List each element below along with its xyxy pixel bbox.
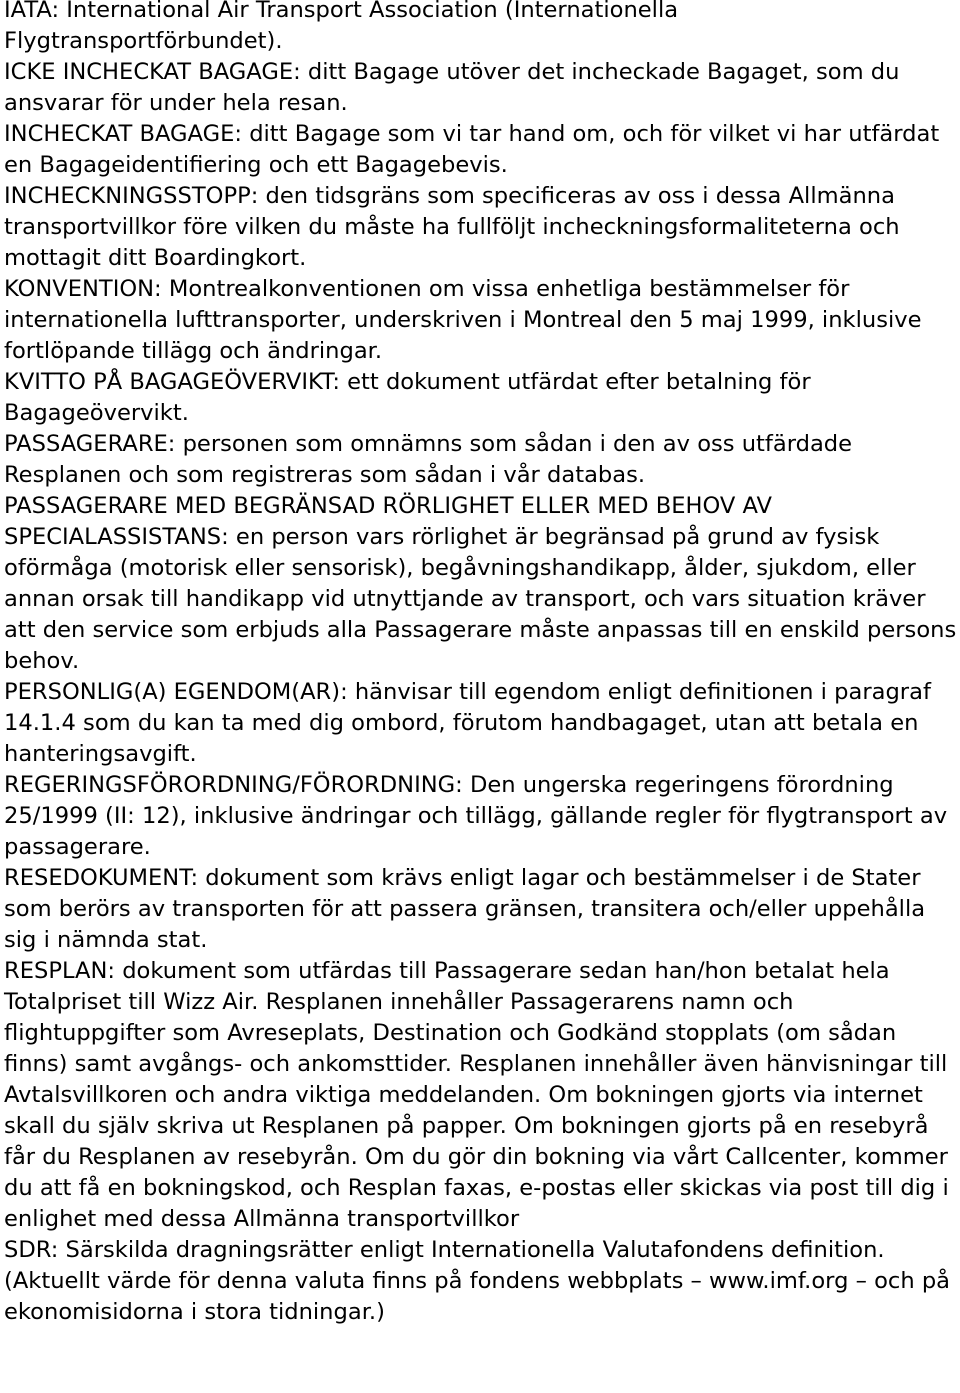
definition-resplan: RESPLAN: dokument som utfärdas till Passagerare sedan han/hon betalat hela Totalpriset till Wizz Air. Resplanen innehåller Passagerarens namn och flightuppgifter som Avreseplats, Destination och Godkänd stopplats (om sådan finns) samt avgångs- och ankomsttider. Resplanen innehåller även hänvisningar till Avtalsvillkoren och andra viktiga meddelanden. Om bokningen gjorts via internet skall du själv skriva ut Resplanen på papper. Om bokningen gjorts på en resebyrå får du Resplanen av resebyrån. Om du gör din bokning via vårt Callcenter, kommer du att få en bokningskod, och Resplan faxas, e-postas eller skickas via post till dig i enlighet med dessa Allmänna transportvillkor [4, 958, 949, 1232]
definition-passagerare: PASSAGERARE: personen som omnämns som sådan i den av oss utfärdade Resplanen och som registreras som sådan i vår databas. [4, 431, 853, 488]
definition-passagerare-begransad-rorlighet: PASSAGERARE MED BEGRÄNSAD RÖRLIGHET ELLER MED BEHOV AV SPECIALASSISTANS: en person vars rörlighet är begränsad på grund av fysisk oförmåga (motorisk eller sensorisk), begåvningshandikapp, ålder, sjukdom, eller annan orsak till handikapp vid utnyttjande av transport, och vars situation kräver att den service som erbjuds alla Passagerare måste anpassas till en enskild persons behov. [4, 493, 957, 674]
definition-resedokument: RESEDOKUMENT: dokument som krävs enligt lagar och bestämmelser i de Stater som berörs av transporten för att passera gränsen, transitera och/eller uppehålla sig i nämnda stat. [4, 865, 926, 953]
definition-iata: IATA: International Air Transport Association (Internationella Flygtransportförbundet). [4, 0, 679, 54]
definition-icke-incheckat-bagage: ICKE INCHECKAT BAGAGE: ditt Bagage utöver det incheckade Bagaget, som du ansvarar för under hela resan. [4, 59, 900, 116]
note-sdr-value: (Aktuellt värde för denna valuta finns på fondens webbplats – www.imf.org – och på ekonomisidorna i stora tidningar.) [4, 1268, 951, 1325]
definition-konvention: KONVENTION: Montrealkonventionen om vissa enhetliga bestämmelser för internationella lufttransporter, underskriven i Montreal den 5 maj 1999, inklusive fortlöpande tillägg och ändringar. [4, 276, 922, 364]
definition-regeringsforordning: REGERINGSFÖRORDNING/FÖRORDNING: Den ungerska regeringens förordning 25/1999 (II: 12), inklusive ändringar och tillägg, gällande regler för flygtransport av passagerare. [4, 772, 948, 860]
definition-sdr: SDR: Särskilda dragningsrätter enligt Internationella Valutafondens definition. [4, 1237, 885, 1263]
definition-incheckningsstopp: INCHECKNINGSSTOPP: den tidsgräns som specificeras av oss i dessa Allmänna transportvillkor före vilken du måste ha fullföljt incheckningsformaliteterna och mottagit ditt Boardingkort. [4, 183, 900, 271]
definition-incheckat-bagage: INCHECKAT BAGAGE: ditt Bagage som vi tar hand om, och för vilket vi har utfärdat en Bagageidentifiering och ett Bagagebevis. [4, 121, 940, 178]
definition-personlig-egendom: PERSONLIG(A) EGENDOM(AR): hänvisar till egendom enligt definitionen i paragraf 14.1.4 som du kan ta med dig ombord, förutom handbagaget, utan att betala en hanteringsavgift. [4, 679, 931, 767]
document-body [4, 0, 960, 1328]
definition-kvitto-pa-bagageovervikt: KVITTO PÅ BAGAGEÖVERVIKT: ett dokument utfärdat efter betalning för Bagageövervikt. [4, 369, 811, 426]
